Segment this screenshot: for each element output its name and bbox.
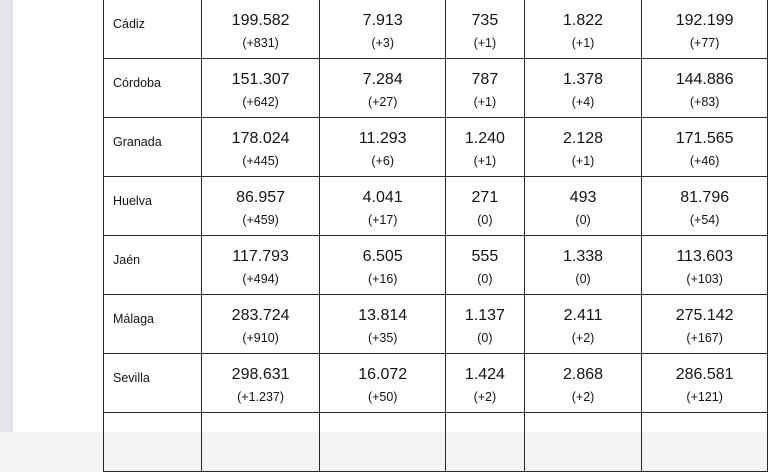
cell-change-value: (+77)	[689, 36, 720, 50]
province-name: Jaén	[113, 253, 141, 267]
viewer-left-margin	[0, 0, 13, 432]
cell-change-value: (+1.237)	[237, 390, 285, 404]
cell-change-value: (+1)	[571, 36, 595, 50]
document-page	[13, 0, 768, 432]
cell-total-value: 13.814	[358, 307, 408, 324]
cell-total-value: 2.128	[563, 130, 604, 147]
cell-total-value: 286.581	[675, 366, 734, 383]
value-cell	[320, 0, 446, 59]
cell-change-value: (0)	[477, 213, 493, 227]
cell-change-value: (+17)	[367, 213, 398, 227]
value-cell	[445, 354, 524, 413]
province-data-table	[103, 0, 768, 472]
province-name: Sevilla	[113, 371, 150, 385]
table-row	[104, 354, 768, 413]
cell-change-value: (+494)	[242, 272, 279, 286]
province-name-cell	[104, 295, 202, 354]
cell-change-value: (+16)	[367, 272, 398, 286]
province-name: Córdoba	[113, 76, 161, 90]
cell-total-value: 144.886	[675, 71, 734, 88]
cell-total-value: 171.565	[675, 130, 734, 147]
cell-change-value: (+46)	[689, 154, 720, 168]
table-row	[104, 59, 768, 118]
value-cell	[201, 236, 320, 295]
cell-total-value: 555	[471, 248, 499, 265]
cell-total-value: 735	[471, 12, 499, 29]
cell-total-value: 1.378	[563, 71, 604, 88]
value-cell	[445, 413, 524, 472]
value-cell	[642, 295, 768, 354]
value-cell	[201, 413, 320, 472]
cell-total-value: 298.631	[231, 366, 290, 383]
province-name: Granada	[113, 135, 162, 149]
cell-total-value: 271	[471, 189, 499, 206]
cell-change-value: (0)	[575, 213, 591, 227]
cell-change-value: (+50)	[367, 390, 398, 404]
province-name-cell	[104, 59, 202, 118]
cell-change-value: (+2)	[571, 390, 595, 404]
value-cell	[524, 236, 642, 295]
cell-total-value: 16.072	[358, 366, 408, 383]
value-cell	[524, 177, 642, 236]
cell-change-value: (+4)	[571, 95, 595, 109]
cell-change-value: (0)	[575, 272, 591, 286]
value-cell	[201, 354, 320, 413]
cell-change-value: (+167)	[686, 331, 723, 345]
cell-change-value: (+54)	[689, 213, 720, 227]
value-cell	[445, 0, 524, 59]
value-cell	[524, 295, 642, 354]
province-name: Huelva	[113, 194, 152, 208]
value-cell	[642, 236, 768, 295]
value-cell	[445, 236, 524, 295]
province-name: Málaga	[113, 312, 154, 326]
cell-total-value: 1.424	[464, 366, 505, 383]
cell-change-value: (+459)	[242, 213, 279, 227]
value-cell	[201, 118, 320, 177]
table-body	[104, 0, 768, 472]
cell-change-value: (0)	[477, 272, 493, 286]
cell-total-value: 283.724	[231, 307, 290, 324]
value-cell	[524, 413, 642, 472]
cell-total-value: 117.793	[232, 248, 289, 265]
value-cell	[320, 118, 446, 177]
cell-total-value: 4.041	[362, 189, 403, 206]
cell-change-value: (+1)	[473, 95, 497, 109]
province-name-cell	[104, 0, 202, 59]
value-cell	[445, 59, 524, 118]
cell-total-value: 7.284	[362, 71, 403, 88]
value-cell	[524, 0, 642, 59]
cell-change-value: (+121)	[686, 390, 723, 404]
value-cell	[201, 295, 320, 354]
table-row	[104, 118, 768, 177]
cell-change-value: (+103)	[686, 272, 723, 286]
cell-change-value: (+3)	[371, 36, 394, 50]
value-cell	[320, 295, 446, 354]
value-cell	[642, 59, 768, 118]
cell-change-value: (+831)	[242, 36, 279, 50]
cell-total-value: 113.603	[676, 248, 733, 265]
cell-total-value: 2.411	[563, 307, 603, 324]
cell-change-value: (+445)	[242, 154, 279, 168]
value-cell	[524, 118, 642, 177]
cell-change-value: (0)	[477, 331, 493, 345]
cell-total-value: 1.338	[563, 248, 604, 265]
value-cell	[201, 0, 320, 59]
cell-total-value: 1.822	[563, 12, 604, 29]
cell-change-value: (+2)	[473, 390, 497, 404]
province-name-cell	[104, 413, 202, 472]
value-cell	[642, 354, 768, 413]
value-cell	[320, 59, 446, 118]
table-row	[104, 236, 768, 295]
cell-total-value: 151.307	[231, 71, 290, 88]
value-cell	[320, 236, 446, 295]
cell-change-value: (+1)	[571, 154, 595, 168]
value-cell	[445, 177, 524, 236]
cell-total-value: 81.796	[680, 189, 730, 206]
cell-change-value: (+910)	[242, 331, 279, 345]
province-name-cell	[104, 177, 202, 236]
value-cell	[642, 413, 768, 472]
cell-total-value: 11.293	[358, 130, 407, 147]
cell-change-value: (+6)	[371, 154, 394, 168]
cell-total-value: 6.505	[362, 248, 403, 265]
province-name-cell	[104, 118, 202, 177]
cell-total-value: 275.142	[675, 307, 734, 324]
cell-change-value: (+27)	[367, 95, 398, 109]
province-name-cell	[104, 236, 202, 295]
cell-change-value: (+35)	[367, 331, 398, 345]
table-row	[104, 0, 768, 59]
value-cell	[445, 118, 524, 177]
value-cell	[642, 0, 768, 59]
cell-change-value: (+1)	[473, 36, 497, 50]
cell-total-value: 787	[471, 71, 499, 88]
value-cell	[642, 177, 768, 236]
value-cell	[320, 177, 446, 236]
value-cell	[642, 118, 768, 177]
cell-change-value: (+642)	[242, 95, 279, 109]
cell-total-value: 192.199	[675, 12, 734, 29]
cell-total-value: 178.024	[231, 130, 290, 147]
value-cell	[524, 59, 642, 118]
cell-change-value: (+83)	[689, 95, 720, 109]
table-row	[104, 177, 768, 236]
value-cell	[445, 295, 524, 354]
cell-change-value: (+1)	[473, 154, 497, 168]
value-cell	[320, 413, 446, 472]
cell-total-value: 493	[569, 189, 597, 206]
cell-change-value: (+2)	[571, 331, 595, 345]
cell-total-value: 199.582	[231, 12, 290, 29]
cell-total-value: 1.137	[464, 307, 505, 324]
province-name-cell	[104, 354, 202, 413]
value-cell	[320, 354, 446, 413]
value-cell	[201, 59, 320, 118]
table-row	[104, 295, 768, 354]
cell-total-value: 7.913	[362, 12, 403, 29]
table-row	[104, 413, 768, 472]
value-cell	[201, 177, 320, 236]
cell-total-value: 1.240	[464, 130, 505, 147]
cell-total-value: 86.957	[236, 189, 286, 206]
province-name: Cádiz	[113, 17, 145, 31]
value-cell	[524, 354, 642, 413]
cell-total-value: 2.868	[563, 366, 604, 383]
